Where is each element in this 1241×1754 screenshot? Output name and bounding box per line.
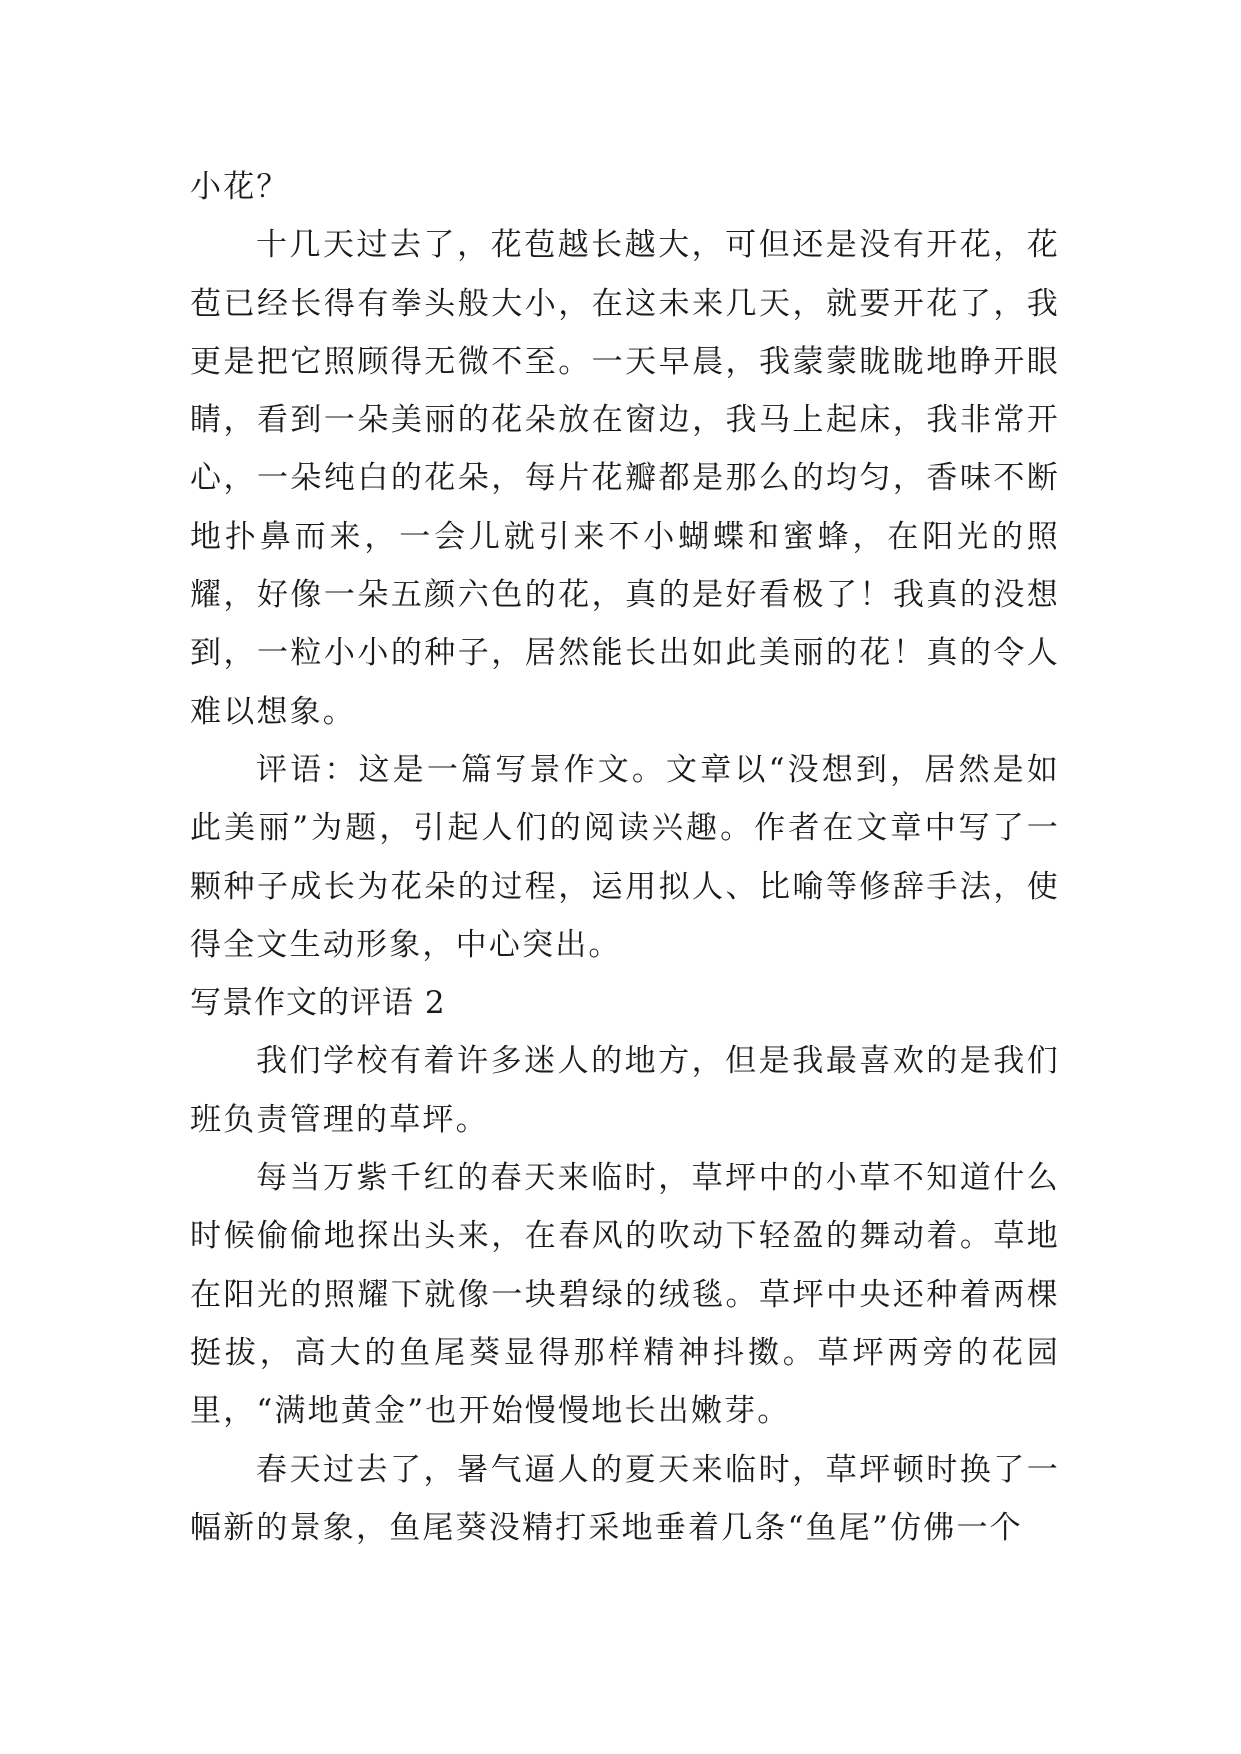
- paragraph-spring: 每当万紫千红的春天来临时，草坪中的小草不知道什么时候偷偷地探出头来，在春风的吹动下轻盈的舞动着。草地在阳光的照耀下就像一块碧绿的绒毯。草坪中央还种着两棵挺拔，高大的鱼尾葵显得那样精神抖擞。草坪两旁的花园里，“满地黄金”也开始慢慢地长出嫩芽。: [190, 1160, 1060, 1430]
- paragraph-comment-1: 评语：这是一篇写景作文。文章以“没想到，居然是如此美丽”为题，引起人们的阅读兴趣。作者在文章中写了一颗种子成长为花朵的过程，运用拟人、比喻等修辞手法，使得全文生动形象，中心突出。: [190, 751, 1060, 963]
- paragraph-school-lawn: 我们学校有着许多迷人的地方，但是我最喜欢的是我们班负责管理的草坪。: [190, 1043, 1060, 1138]
- paragraph-continuation: 小花？: [190, 169, 290, 205]
- paragraph-flower-blooming: 十几天过去了，花苞越长越大，可但还是没有开花，花苞已经长得有拳头般大小，在这未来几天，就要开花了，我更是把它照顾得无微不至。一天早晨，我蒙蒙眬眬地睁开眼睛，看到一朵美丽的花朵放在窗边，我马上起床，我非常开心，一朵纯白的花朵，每片花瓣都是那么的均匀，香味不断地扑鼻而来，一会儿就引来不小蝴蝶和蜜蜂，在阳光的照耀，好像一朵五颜六色的花，真的是好看极了！我真的没想到，一粒小小的种子，居然能长出如此美丽的花！真的令人难以想象。: [190, 227, 1060, 730]
- paragraph-summer: 春天过去了，暑气逼人的夏天来临时，草坪顿时换了一幅新的景象，鱼尾葵没精打采地垂着几条“鱼尾”仿佛一个: [190, 1451, 1060, 1546]
- section-heading: 写景作文的评语 2: [190, 985, 446, 1022]
- document-body: [190, 158, 1060, 1557]
